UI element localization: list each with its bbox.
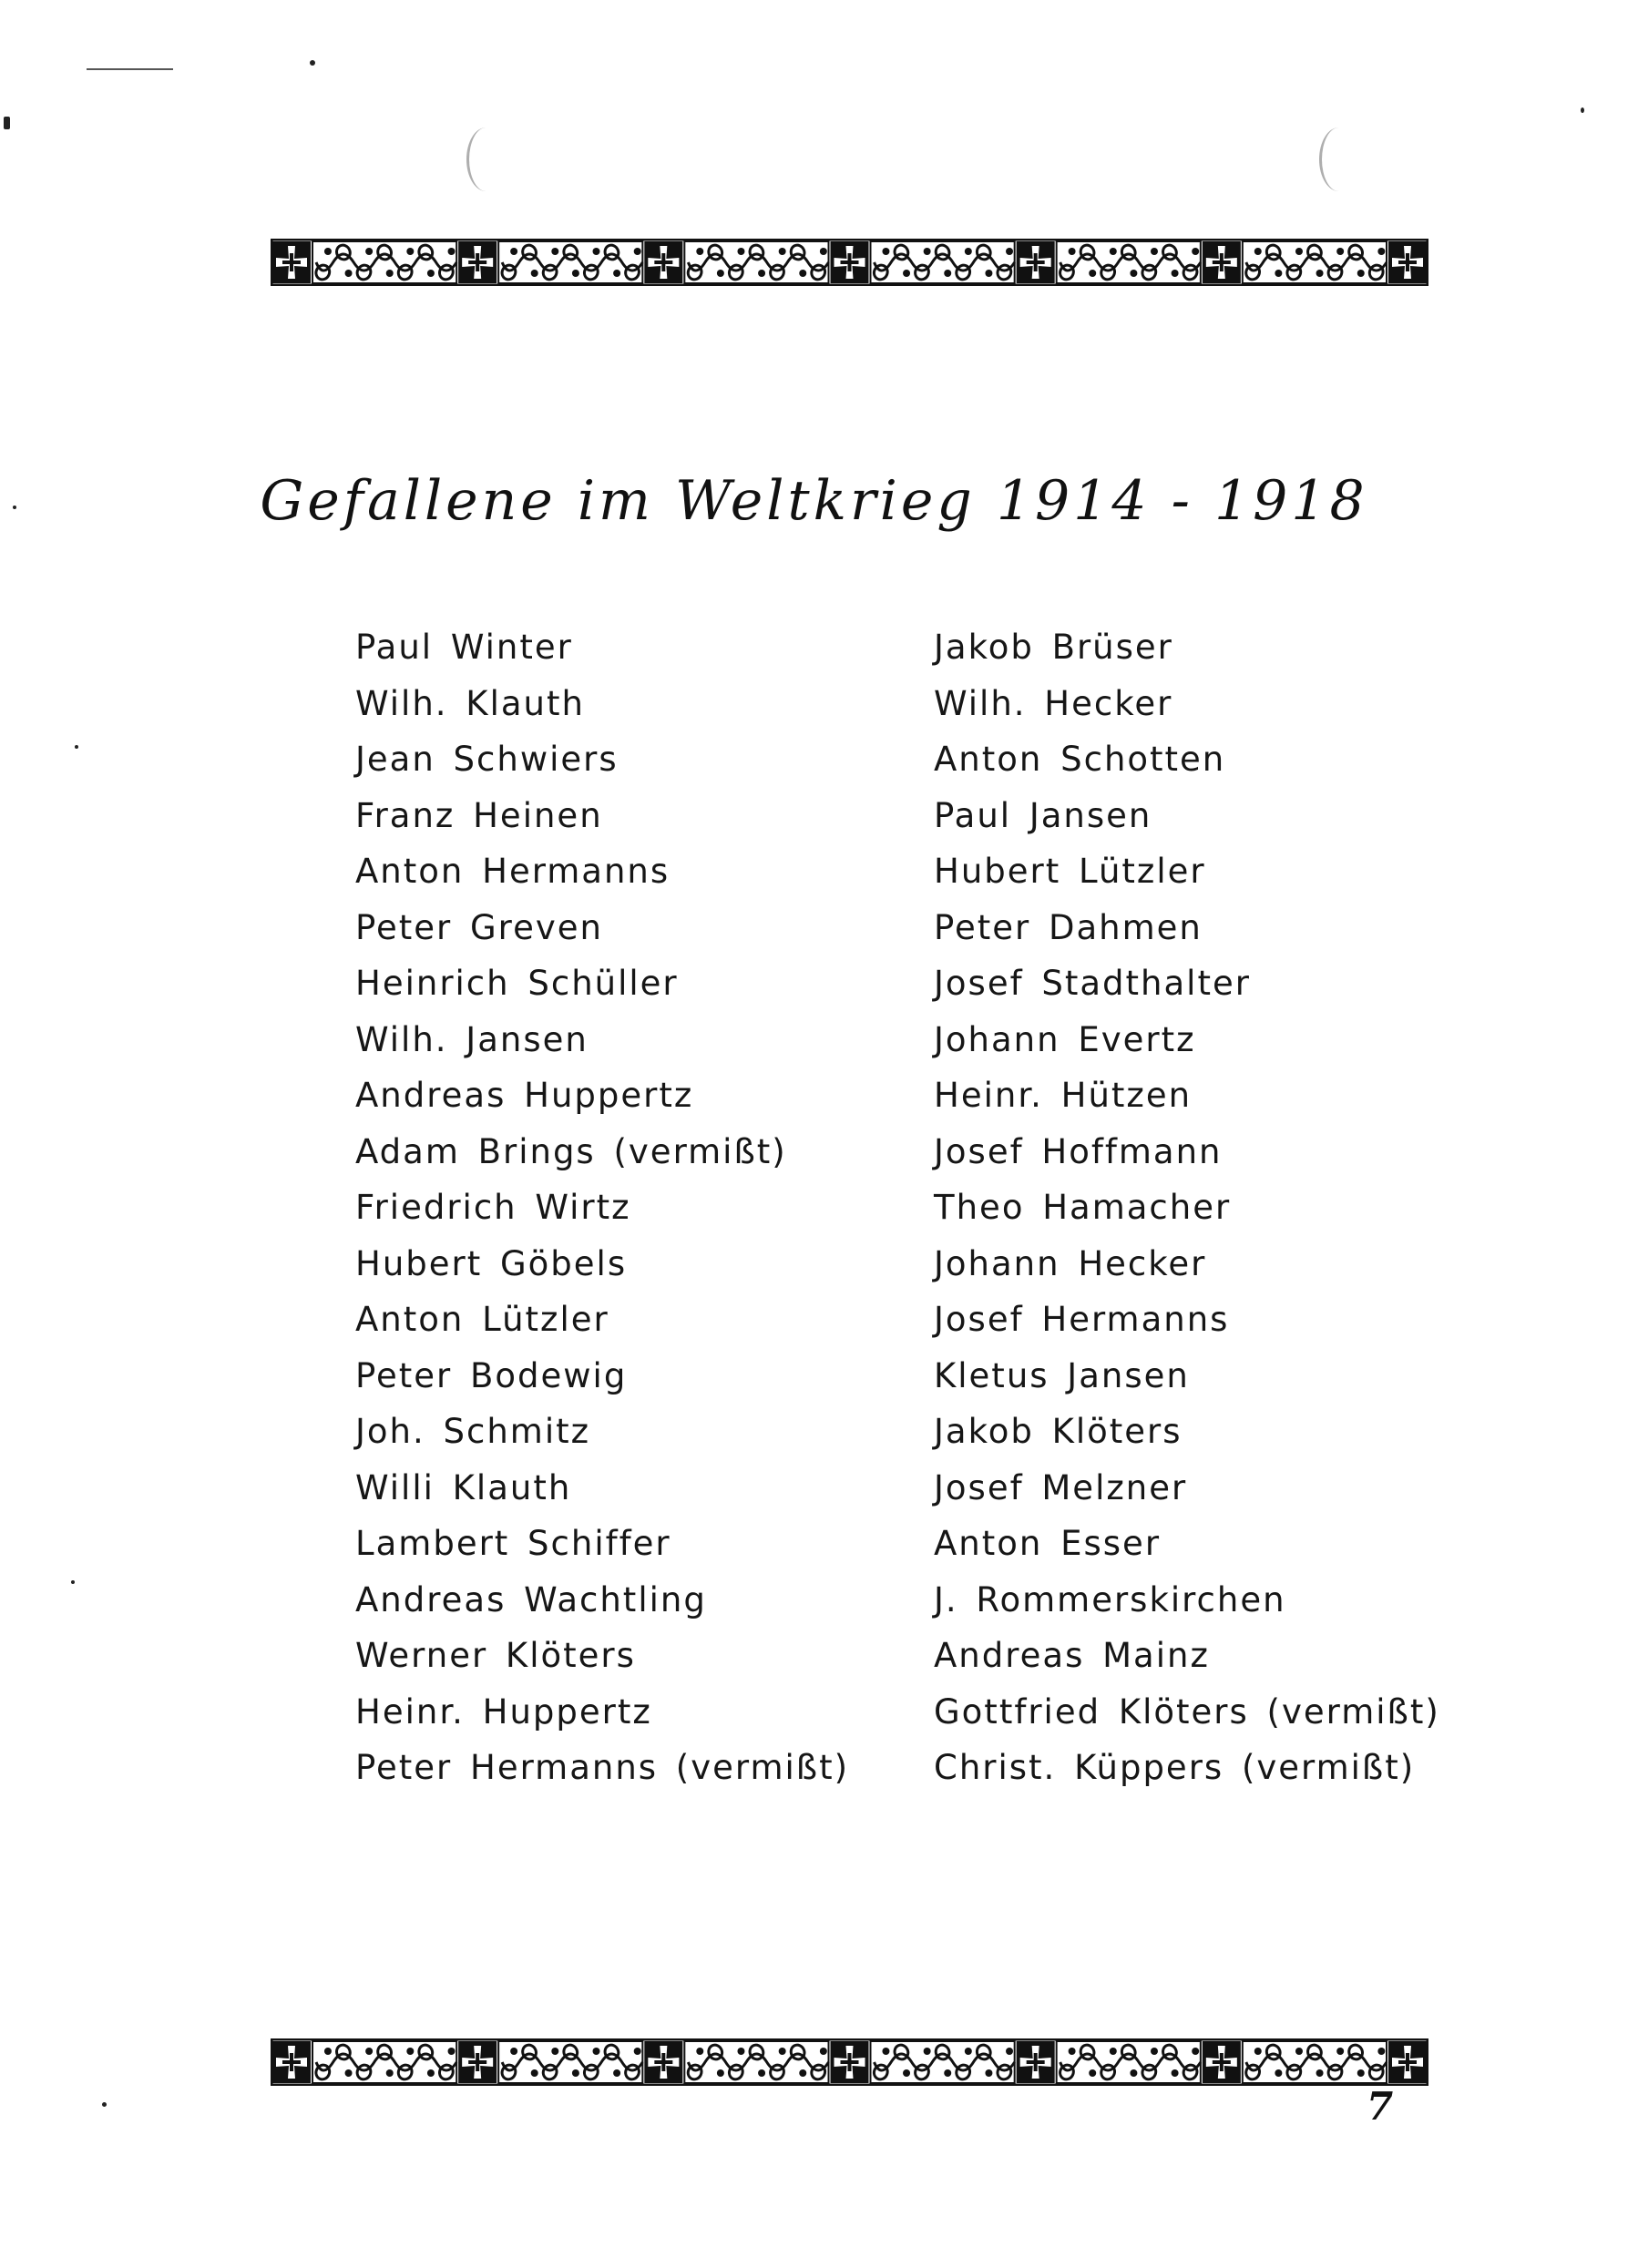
scan-speck <box>4 117 10 129</box>
oak-leaf-scroll-icon <box>1243 2041 1387 2083</box>
fallen-soldier-name: Adam Brings (vermißt) <box>355 1131 787 1171</box>
iron-cross-icon <box>1017 241 1055 283</box>
fallen-soldier-name: Anton Esser <box>934 1524 1162 1563</box>
fallen-soldier-name: Anton Hermanns <box>355 852 671 891</box>
top-ornamental-border <box>271 239 1428 286</box>
oak-leaf-scroll-icon <box>498 2041 642 2083</box>
scan-speck <box>1581 107 1584 113</box>
fallen-soldier-name: Hubert Göbels <box>355 1243 628 1283</box>
scan-speck <box>310 60 315 66</box>
scan-speck <box>102 2102 107 2107</box>
iron-cross-icon <box>831 2041 869 2083</box>
fallen-soldier-name: Wilh. Klauth <box>355 683 585 723</box>
iron-cross-icon <box>831 241 869 283</box>
page-title: Gefallene im Weltkrieg 1914 - 1918 <box>260 469 1368 533</box>
fallen-soldier-name: Andreas Mainz <box>934 1636 1210 1675</box>
fallen-soldier-name: Willi Klauth <box>355 1467 572 1507</box>
scan-speck <box>71 1580 75 1584</box>
fallen-soldier-name: Gottfried Klöters (vermißt) <box>934 1691 1440 1732</box>
fallen-soldier-name: Andreas Wachtling <box>355 1579 707 1619</box>
iron-cross-icon <box>272 2041 311 2083</box>
fallen-soldier-name: Peter Hermanns (vermißt) <box>355 1748 850 1787</box>
iron-cross-icon <box>1388 2041 1427 2083</box>
fallen-soldier-name: Johann Hecker <box>934 1243 1207 1283</box>
fallen-soldier-name: Peter Greven <box>355 907 603 947</box>
fallen-soldier-name: Josef Hermanns <box>934 1300 1230 1339</box>
fallen-soldier-name: Johann Evertz <box>934 1019 1196 1059</box>
fallen-soldier-name: Kletus Jansen <box>934 1355 1190 1395</box>
fallen-soldier-name: Wilh. Jansen <box>355 1019 589 1059</box>
fallen-soldier-name: Anton Schotten <box>934 740 1226 779</box>
names-column-right <box>934 619 1440 1796</box>
oak-leaf-scroll-icon <box>1243 241 1387 283</box>
fallen-soldier-name: Paul Jansen <box>934 795 1152 835</box>
fallen-soldier-name: Franz Heinen <box>355 795 603 835</box>
scan-speck <box>75 745 78 749</box>
punch-hole-right <box>1319 128 1358 191</box>
fallen-soldier-name: Paul Winter <box>355 628 573 667</box>
iron-cross-icon <box>1203 241 1241 283</box>
oak-leaf-scroll-icon <box>1057 2041 1201 2083</box>
ornament-band-svg <box>271 239 1428 286</box>
bottom-ornamental-border <box>271 2038 1428 2086</box>
fallen-soldier-name: Heinrich Schüller <box>355 964 679 1003</box>
iron-cross-icon <box>458 2041 497 2083</box>
fallen-soldier-name: Wilh. Hecker <box>934 683 1173 723</box>
oak-leaf-scroll-icon <box>871 2041 1015 2083</box>
iron-cross-icon <box>458 241 497 283</box>
punch-hole-left <box>466 128 506 191</box>
iron-cross-icon <box>1203 2041 1241 2083</box>
iron-cross-icon <box>1017 2041 1055 2083</box>
fallen-soldier-name: Theo Hamacher <box>934 1188 1232 1227</box>
oak-leaf-scroll-icon <box>498 241 642 283</box>
fallen-soldier-name: Anton Lützler <box>355 1300 609 1339</box>
oak-leaf-scroll-icon <box>312 2041 456 2083</box>
fallen-soldier-name: Peter Bodewig <box>355 1355 628 1395</box>
fallen-soldier-name: Joh. Schmitz <box>355 1412 591 1451</box>
oak-leaf-scroll-icon <box>871 241 1015 283</box>
oak-leaf-scroll-icon <box>684 2041 828 2083</box>
fallen-soldier-name: Heinr. Hützen <box>934 1076 1193 1115</box>
oak-leaf-scroll-icon <box>312 241 456 283</box>
fallen-soldier-name: Werner Klöters <box>355 1636 636 1675</box>
iron-cross-icon <box>272 241 311 283</box>
fallen-soldier-name: Christ. Küppers (vermißt) <box>934 1748 1416 1787</box>
fallen-soldier-name: Heinr. Huppertz <box>355 1691 652 1732</box>
names-column-left <box>355 619 849 1796</box>
fallen-soldier-name: Josef Hoffmann <box>934 1131 1223 1171</box>
ornament-band-svg <box>271 2038 1428 2086</box>
fallen-soldier-name: Hubert Lützler <box>934 852 1206 891</box>
iron-cross-icon <box>644 241 682 283</box>
fallen-soldier-name: Jakob Brüser <box>934 628 1173 667</box>
fallen-soldier-name: Friedrich Wirtz <box>355 1188 631 1227</box>
fallen-soldier-name: Andreas Huppertz <box>355 1076 694 1115</box>
fallen-soldier-name: Jakob Klöters <box>934 1412 1183 1451</box>
fallen-soldier-name: Josef Stadthalter <box>934 964 1251 1003</box>
fallen-soldier-name: J. Rommerskirchen <box>934 1579 1286 1619</box>
fallen-soldier-name: Josef Melzner <box>934 1467 1188 1507</box>
oak-leaf-scroll-icon <box>684 241 828 283</box>
oak-leaf-scroll-icon <box>1057 241 1201 283</box>
fallen-soldier-name: Peter Dahmen <box>934 907 1203 947</box>
page-number: 7 <box>1367 2084 1394 2129</box>
fallen-soldier-name: Lambert Schiffer <box>355 1524 671 1563</box>
scan-mark <box>87 68 173 70</box>
iron-cross-icon <box>1388 241 1427 283</box>
fallen-soldier-name: Jean Schwiers <box>355 740 619 779</box>
iron-cross-icon <box>644 2041 682 2083</box>
